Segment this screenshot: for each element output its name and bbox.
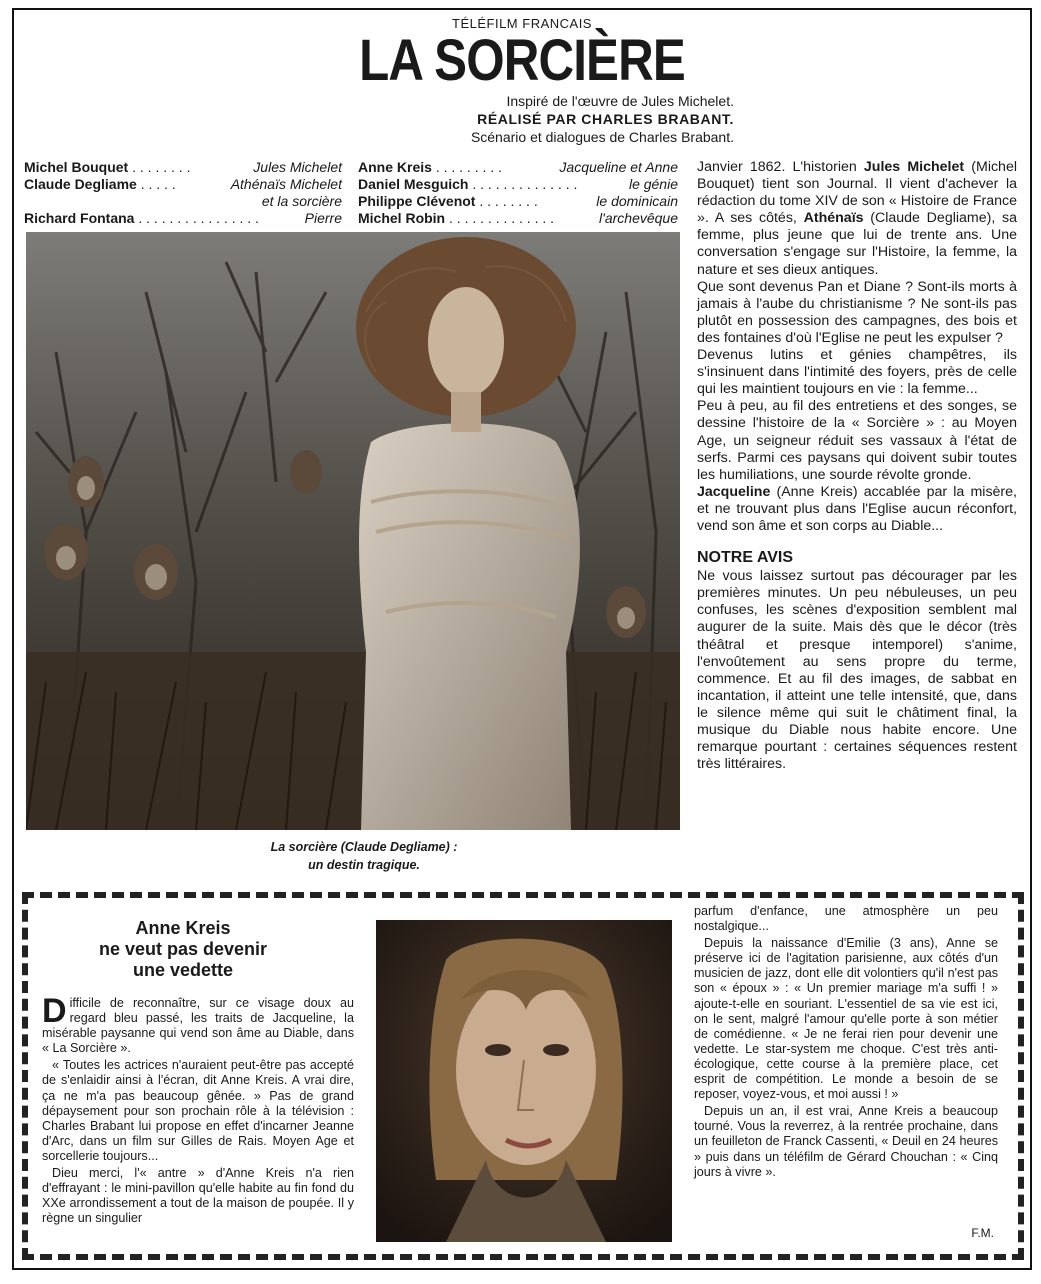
leader-dots: . . . . . [140, 176, 176, 192]
text-span: (Michel Bouquet) tient son Journal. Il vient d'achever la rédaction du tome XIV de son « Histoire de France ». A ses côtés, [697, 159, 1017, 227]
author-signature: F.M. [971, 1226, 994, 1240]
cast-list-left [24, 159, 342, 227]
role-name: Jacqueline et Anne [559, 159, 678, 175]
cast-list-right [358, 159, 678, 227]
article-page [12, 8, 1032, 1270]
cast-row [24, 159, 342, 176]
role-name: et la sorcière [261, 193, 342, 209]
actor-name: Claude Degliame [24, 176, 137, 192]
actor-name: Philippe Clévenot [358, 193, 476, 209]
role-name: Pierre [304, 210, 342, 226]
cast-row [358, 193, 678, 210]
leader-dots: . . . . . . . . . [435, 159, 502, 175]
drop-cap: D [42, 992, 67, 1030]
interview-paragraph [42, 992, 354, 1056]
text-span: ifficile de reconnaître, sur ce visage doux au regard bleu passé, les traits de Jacqueline, la misérable paysanne qui vend son âme au Diable, dans « La Sorcière ». [42, 996, 354, 1056]
interview-box [22, 892, 1024, 1260]
leader-dots: . . . . . . . . [132, 159, 191, 175]
text-span: (Anne Kreis) accablée par la misère, et ne trouvant plus dans l'Eglise aucun réconfort, vend son âme et son corps au Diable... [697, 483, 1017, 534]
page-title: LA SORCIÈRE [359, 28, 685, 93]
cast-row [358, 210, 678, 227]
actor-name: Anne Kreis [358, 159, 432, 175]
interview-paragraph: parfum d'enfance, une atmosphère un peu nostalgique... [694, 904, 998, 934]
leader-dots: . . . . . . . . [479, 193, 538, 209]
actor-name: Michel Robin [358, 210, 446, 226]
article-body [697, 159, 1017, 773]
actor-name: Daniel Mesguich [358, 176, 469, 192]
actor-name: Richard Fontana [24, 210, 135, 226]
interview-right-column [694, 904, 998, 1182]
interview-paragraph: Dieu merci, l'« antre » d'Anne Kreis n'a rien d'effrayant : le mini-pavillon qu'elle habite au fin fond du XXe arrondissement a tout de la maison de poupée. Il y règne un singulier [42, 1166, 354, 1226]
title-line: ne veut pas devenir [98, 939, 268, 959]
text-span-bold: Jules Michelet [863, 159, 965, 175]
interview-paragraph: Depuis un an, il est vrai, Anne Kreis a beaucoup tourné. Vous la reverrez, à la rentrée prochaine, dans un feuilleton de Franck Cassenti, « Deuil en 24 heures » puis dans un téléfilm de Gérard Chouchan : « Cinq jours à vivre ». [694, 1104, 998, 1179]
leader-dots: . . . . . . . . . . . . . . [472, 176, 578, 192]
portrait-photo [376, 920, 672, 1242]
role-name: le dominicain [596, 193, 678, 209]
caption-line: un destin tragique. [308, 858, 420, 872]
witch-scene-illustration [26, 232, 680, 830]
cast-row [24, 176, 342, 193]
role-name: le génie [628, 176, 678, 192]
article-paragraph [697, 484, 1017, 535]
text-span-bold: Athénaïs [803, 210, 864, 227]
cast-row [358, 176, 678, 193]
interview-paragraph: « Toutes les actrices n'auraient peut-être pas accepté de s'enlaidir ainsi à l'écran, dit Anne Kreis. A vrai dire, ça ne m'a pas beaucoup gênée. » Pas de grand dépaysement pour son prochain rôle à la télévision : Charles Brabant lui propose en effet d'incarner Jeanne d'Arc, dans un film sur Gilles de Rais. Moyen Age et sorcellerie toujours... [42, 1058, 354, 1163]
review-heading: NOTRE AVIS [697, 549, 794, 567]
interview-left-column [42, 992, 354, 1228]
credit-screenplay: Scénario et dialogues de Charles Brabant. [470, 129, 734, 145]
actor-name: Michel Bouquet [24, 159, 129, 175]
article-paragraph [697, 159, 1017, 279]
article-paragraph: Peu à peu, au fil des entretiens et des songes, se dessine l'histoire de la « Sorcière » : au Moyen Age, un seigneur réduit ses vassaux à l'état de serfs. Parmi ces paysans qui doivent subir toutes les humiliations, une sourde révolte gronde. [697, 398, 1017, 483]
title-line: une vedette [132, 960, 234, 980]
leader-dots: . . . . . . . . . . . . . . . . [138, 210, 259, 226]
leader-dots: . . . . . . . . . . . . . . [449, 210, 555, 226]
anne-kreis-portrait [376, 920, 672, 1242]
role-name: Athénaïs Michelet [230, 176, 342, 192]
text-span: Janvier 1862. L'historien [697, 159, 864, 175]
caption-line: La sorcière (Claude Degliame) : [270, 840, 458, 854]
cast-row [358, 159, 678, 176]
credit-director: RÉALISÉ PAR CHARLES BRABANT. [477, 111, 734, 127]
article-paragraph: Que sont devenus Pan et Diane ? Sont-ils morts à jamais à l'aube du christianisme ? Ne sont-ils pas plutôt en possession des campagnes, des bois et des fontaines d'où l'Eglise ne peut les expulser ? [697, 278, 1017, 346]
interview-paragraph: Depuis la naissance d'Emilie (3 ans), Anne se préserve ici de l'agitation parisienne, aux côtés d'un musicien de jazz, dont elle dit volontiers qu'il n'est pas son « époux » : « Un premier mariage m'a suffi ! » ajoute-t-elle en souriant. L'essentiel de sa vie est ici, on le sent, malgré l'amour qu'elle porte à son métier de comédienne. « Je ne ferai rien pour devenir une vedette. Le star-system me choque. C'est très anti-écologique, cette course à la première place, cet esprit de compétition. Le monde a besoin de se reposer, voyez-vous, et moi aussi ! » [694, 936, 998, 1102]
cast-row [24, 193, 342, 210]
role-name: l'archevêque [599, 210, 678, 226]
text-span-bold: Jacqueline [697, 483, 771, 500]
photo-caption [204, 838, 524, 874]
article-paragraph: Devenus lutins et génies champêtres, ils s'insinuent dans l'intimité des foyers, près de celle qui les maintient toujours en vie : la femme... [697, 347, 1017, 398]
text-span: (Claude Degliame), sa femme, plus jeune que lui de trente ans. Une conversation s'engage sur l'Histoire, la femme, la nature et ses dieux antiques. [697, 210, 1017, 278]
title-line: Anne Kreis [135, 918, 231, 938]
interview-title [68, 918, 298, 981]
supertitle: TÉLÉFILM FRANCAIS [452, 16, 592, 31]
film-still-photo [26, 232, 680, 830]
credit-inspiration: Inspiré de l'œuvre de Jules Michelet. [506, 93, 734, 109]
role-name: Jules Michelet [253, 159, 342, 175]
review-paragraph: Ne vous laissez surtout pas décourager par les premières minutes. Un peu nébuleuses, un peu confuses, les scènes d'exposition semblent mal augurer de la suite. Mais dès que le décor (très théâtral et presque intemporel) s'anime, l'envoûtement au sens propre du terme, commence. Et au fil des images, de sabbat en incantation, il atteint une telle intensité, que, dans le silence même qui suit le châtiment final, la musique du Diable nous habite encore. Une remarque pourtant : certaines séquences restent très littéraires. [697, 568, 1017, 773]
cast-row [24, 210, 342, 227]
